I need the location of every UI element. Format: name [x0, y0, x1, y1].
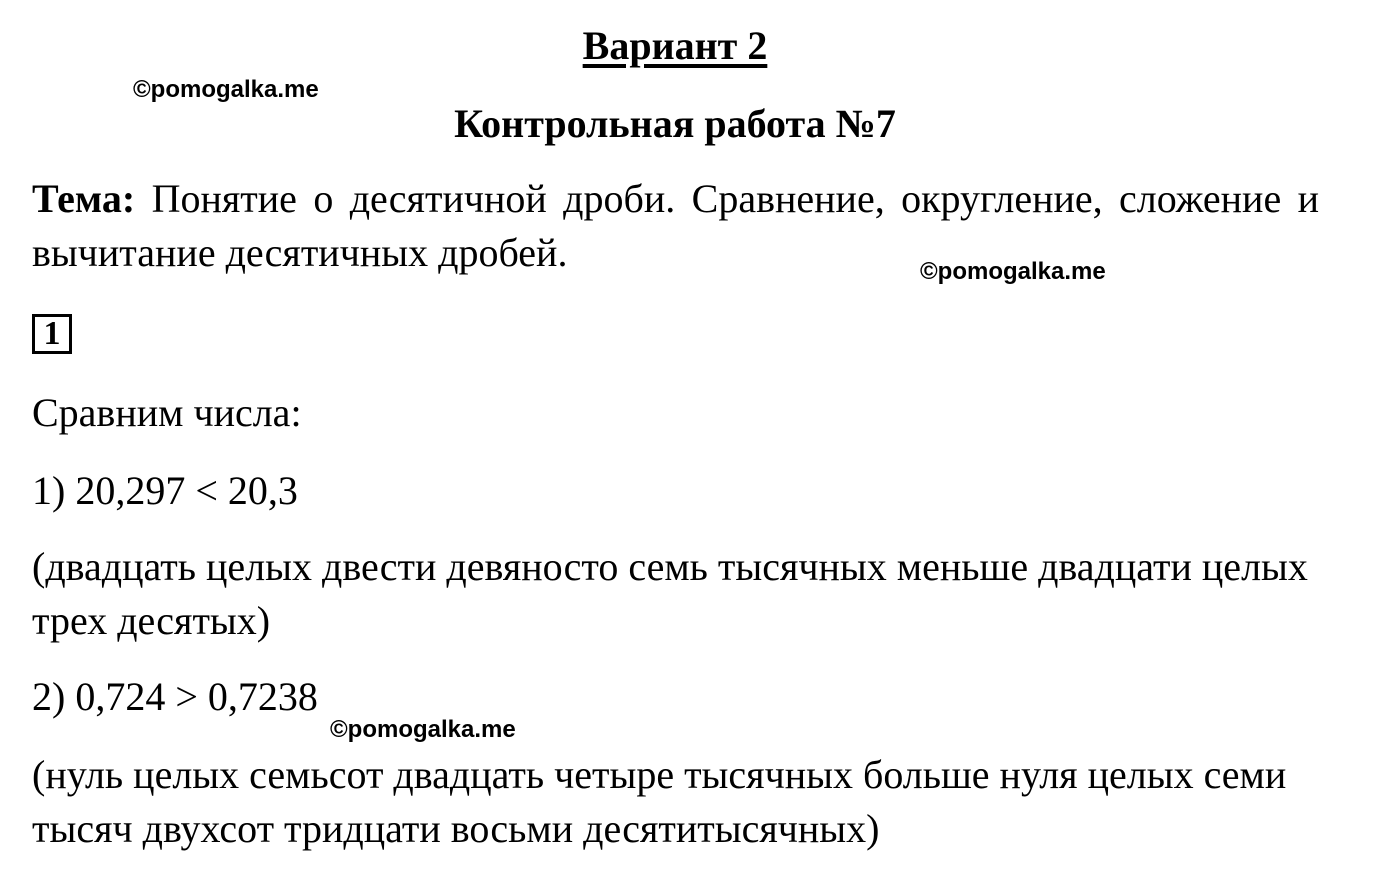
comparison-explanation: (двадцать целых двести девяносто семь тысячных меньше двадцати целых трех десятых): [32, 544, 1308, 643]
watermark: ©pomogalka.me: [133, 76, 319, 103]
topic-paragraph: [32, 172, 1319, 280]
watermark: ©pomogalka.me: [330, 716, 516, 743]
topic-label: Тема:: [32, 176, 136, 221]
task-number-box: 1: [32, 314, 72, 354]
topic-text: Понятие о десятичной дроби. Сравнение, округление, сложение и вычитание десятичных дробей.: [32, 176, 1319, 275]
comparison-expression: 2) 0,724 > 0,7238: [32, 674, 318, 719]
variant-title: Вариант 2: [582, 23, 768, 68]
work-title: Контрольная работа №7: [454, 101, 896, 146]
comparison-expression: 1) 20,297 < 20,3: [32, 468, 298, 513]
task-intro: Сравним числа:: [32, 390, 302, 435]
watermark: ©pomogalka.me: [920, 258, 1106, 285]
comparison-explanation: (нуль целых семьсот двадцать четыре тысячных больше нуля целых семи тысяч двухсот тридцати восьми десятитысячных): [32, 752, 1287, 851]
